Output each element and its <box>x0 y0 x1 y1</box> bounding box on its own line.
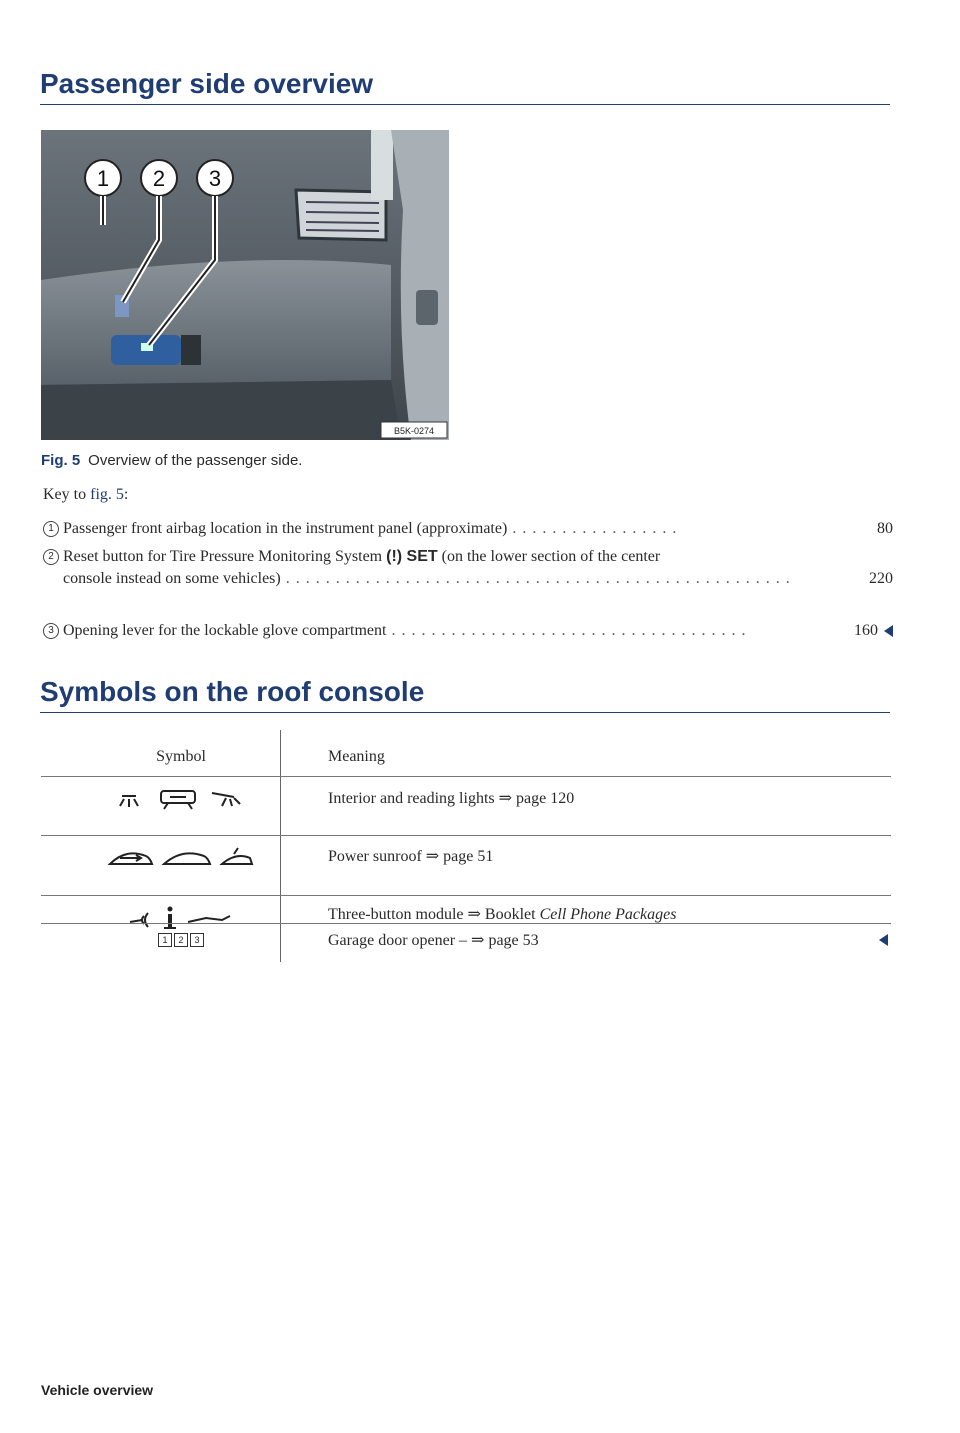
callout-3: 3 <box>208 166 222 191</box>
row-meaning <box>328 930 539 950</box>
item-text-3: Opening lever for the lockable glove compartment <box>63 622 387 639</box>
garage-button-2-icon: 2 <box>174 933 188 947</box>
row-meaning <box>328 788 574 808</box>
page-footer: Vehicle overview <box>41 1382 154 1398</box>
key-item-2 <box>43 546 903 596</box>
page-ref-1[interactable]: 80 <box>877 520 893 537</box>
booklet-title: Cell Phone Packages <box>539 906 677 923</box>
leader-dots: . . . . . . . . . . . . . . . . . <box>507 520 678 537</box>
key-prefix: Key to <box>43 486 91 503</box>
item-text-1: Passenger front airbag location in the instrument panel (approximate) <box>63 520 508 537</box>
col-symbol: Symbol <box>156 748 206 765</box>
item-number-1: 1 <box>43 521 59 537</box>
meaning-text: Garage door opener – <box>328 932 468 949</box>
leader-dots: . . . . . . . . . . . . . . . . . . . . . . . . . . . . . . . . . . . . <box>386 622 747 639</box>
arrow-icon: ⇒ <box>471 932 485 949</box>
section-end-icon <box>879 934 888 946</box>
row-meaning <box>328 904 676 924</box>
section-title-passenger-side: Passenger side overview <box>40 68 890 105</box>
item-text-2: Reset button for Tire Pressure Monitoring System <box>63 548 383 565</box>
passenger-side-photo <box>41 130 449 440</box>
table-row <box>41 788 891 824</box>
page-ref[interactable]: page 120 <box>516 790 575 807</box>
section-end-icon <box>884 625 893 637</box>
item-number-3: 3 <box>43 623 59 639</box>
meaning-text: Three-button module <box>328 906 464 923</box>
page-ref[interactable]: page 53 <box>488 932 539 949</box>
page-ref[interactable]: page 51 <box>443 848 494 865</box>
section-title-roof-console: Symbols on the roof console <box>40 676 890 713</box>
garage-buttons-icons <box>41 930 321 948</box>
figure-code: B5K-0274 <box>393 426 435 436</box>
meaning-text: Interior and reading lights <box>328 790 495 807</box>
arrow-icon: ⇒ <box>425 848 440 865</box>
row-rule <box>41 835 891 836</box>
meaning-text: Power sunroof <box>328 848 422 865</box>
figure-caption-label: Fig. 5 <box>41 452 81 469</box>
garage-button-3-icon: 3 <box>190 933 204 947</box>
row-rule <box>41 923 891 924</box>
item-number-2: 2 <box>43 549 59 565</box>
table-row <box>41 930 891 962</box>
item-text-2b: (on the lower section of the center <box>441 548 661 565</box>
figure-caption-text: Overview of the passenger side. <box>88 452 303 469</box>
arrow-icon: ⇒ <box>498 790 513 807</box>
leader-dots: . . . . . . . . . . . . . . . . . . . . . . . . . . . . . . . . . . . . . . . . . . . . . . . . . . . <box>280 570 791 587</box>
page-ref-3[interactable] <box>854 620 893 642</box>
figure-caption <box>41 452 302 469</box>
callout-1: 1 <box>96 166 110 191</box>
interior-light-icons <box>41 788 321 817</box>
garage-button-1-icon: 1 <box>158 933 172 947</box>
row-rule <box>41 895 891 896</box>
col-meaning: Meaning <box>328 748 385 765</box>
fig-link[interactable]: fig. 5 <box>90 486 124 503</box>
booklet-ref[interactable]: Booklet <box>484 906 536 923</box>
key-line <box>43 486 128 504</box>
key-item-3 <box>43 620 903 644</box>
callout-2: 2 <box>152 166 166 191</box>
key-item-1 <box>43 518 903 542</box>
arrow-icon: ⇒ <box>467 906 481 923</box>
page-ref-2[interactable]: 220 <box>869 570 893 587</box>
page-ref-3-num: 160 <box>854 622 878 639</box>
sunroof-icons <box>41 846 321 875</box>
tpms-set-symbol: (!) SET <box>386 548 438 565</box>
header-rule <box>41 776 891 777</box>
key-suffix: : <box>123 486 129 503</box>
item-text-2c: console instead on some vehicles) <box>63 570 281 587</box>
table-row <box>41 846 891 882</box>
row-meaning <box>328 846 493 866</box>
